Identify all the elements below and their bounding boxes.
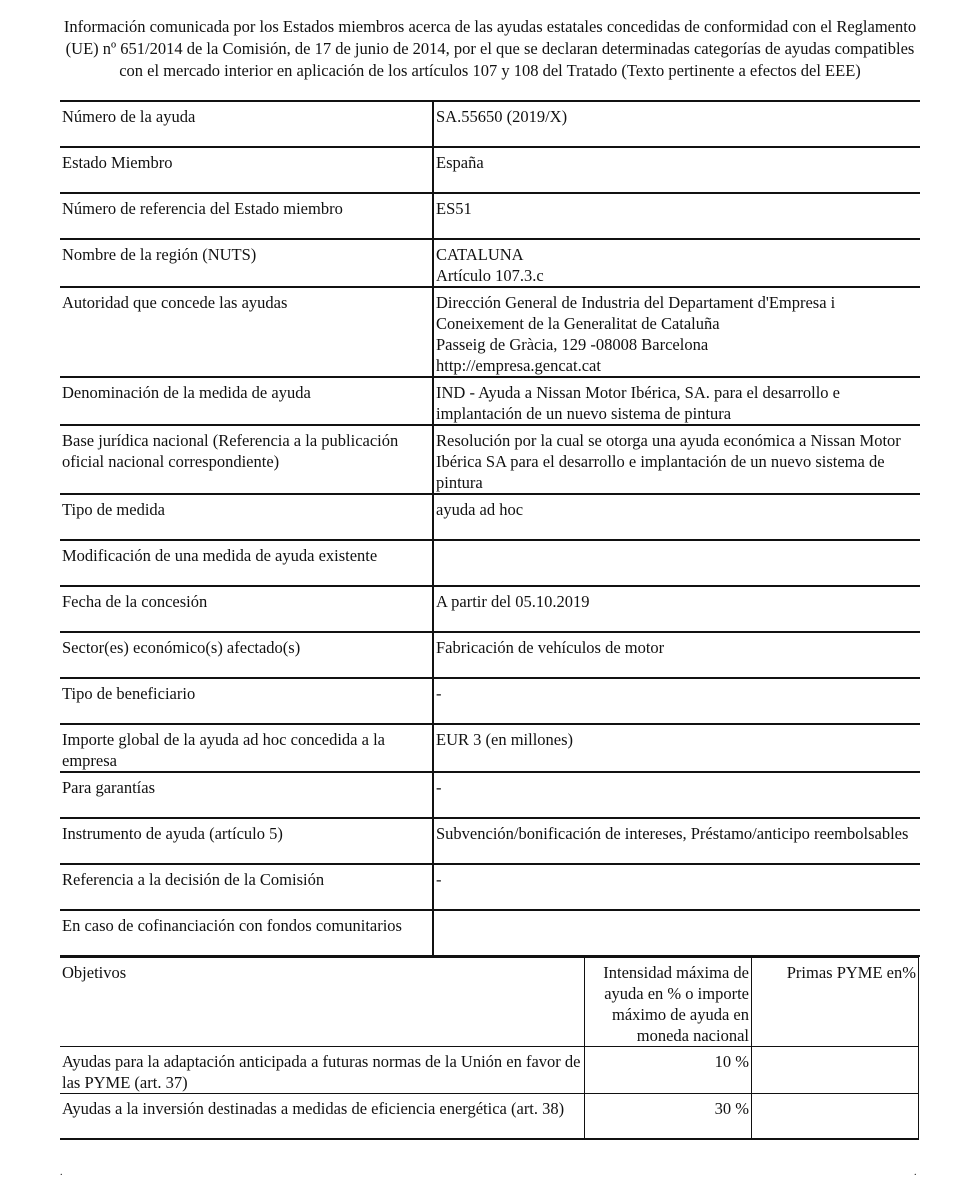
field-row xyxy=(60,494,920,540)
field-value-line: A partir del 05.10.2019 xyxy=(436,592,590,611)
field-value-line: Passeig de Gràcia, 129 -08008 Barcelona xyxy=(436,335,709,354)
field-row xyxy=(60,193,920,239)
field-value-line: - xyxy=(436,684,442,703)
field-label: Denominación de la medida de ayuda xyxy=(60,377,433,425)
field-value-line: España xyxy=(436,153,484,172)
field-value xyxy=(433,101,920,147)
field-value-line: http://empresa.gencat.cat xyxy=(436,356,601,375)
footer-mark-right: . xyxy=(914,1167,917,1178)
field-value xyxy=(433,586,920,632)
field-label: Nombre de la región (NUTS) xyxy=(60,239,433,287)
field-value-line: Subvención/bonificación de intereses, Préstamo/anticipo reembolsables xyxy=(436,824,909,843)
field-label: Sector(es) económico(s) afectado(s) xyxy=(60,632,433,678)
field-value xyxy=(433,678,920,724)
field-value xyxy=(433,239,920,287)
field-row xyxy=(60,910,920,956)
field-row xyxy=(60,425,920,494)
objective-row xyxy=(60,1047,919,1094)
field-row xyxy=(60,864,920,910)
field-row xyxy=(60,147,920,193)
field-value-line: Artículo 107.3.c xyxy=(436,266,544,285)
field-value-line: IND - Ayuda a Nissan Motor Ibérica, SA. para el desarrollo e implantación de un nuevo sistema de pintura xyxy=(436,383,840,423)
field-label: Importe global de la ayuda ad hoc concedida a la empresa xyxy=(60,724,433,772)
field-value xyxy=(433,910,920,956)
field-value-line: - xyxy=(436,870,442,889)
objective-sme-bonus xyxy=(752,1094,919,1140)
field-label: En caso de cofinanciación con fondos comunitarios xyxy=(60,910,433,956)
field-value xyxy=(433,632,920,678)
objective-intensity: 10 % xyxy=(585,1047,752,1094)
field-row xyxy=(60,101,920,147)
intensity-header: Intensidad máxima de ayuda en % o importe máximo de ayuda en moneda nacional xyxy=(585,957,752,1047)
field-value xyxy=(433,494,920,540)
document-title: Información comunicada por los Estados miembros acerca de las ayudas estatales concedidas de conformidad con el Reglamento (UE) nº 651/2014 de la Comisión, de 17 de junio de 2014, por el que se declaran determinadas categorías de ayudas compatibles con el mercado interior en aplicación de los artículos 107 y 108 del Tratado (Texto pertinente a efectos del EEE) xyxy=(63,17,917,80)
field-label: Referencia a la decisión de la Comisión xyxy=(60,864,433,910)
field-label: Fecha de la concesión xyxy=(60,586,433,632)
field-value-line: Dirección General de Industria del Departament d'Empresa i Coneixement de la Generalitat de Cataluña xyxy=(436,293,836,333)
field-value xyxy=(433,864,920,910)
field-value xyxy=(433,425,920,494)
field-value xyxy=(433,377,920,425)
field-row xyxy=(60,540,920,586)
footer-mark-left: . xyxy=(60,1167,63,1178)
field-row xyxy=(60,377,920,425)
field-row xyxy=(60,586,920,632)
objective-text: Ayudas para la adaptación anticipada a futuras normas de la Unión en favor de las PYME (art. 37) xyxy=(60,1047,585,1094)
objective-intensity: 30 % xyxy=(585,1094,752,1140)
field-value-line: Fabricación de vehículos de motor xyxy=(436,638,665,657)
field-row xyxy=(60,724,920,772)
field-row xyxy=(60,818,920,864)
field-row xyxy=(60,287,920,377)
field-label: Tipo de beneficiario xyxy=(60,678,433,724)
field-label: Modificación de una medida de ayuda existente xyxy=(60,540,433,586)
field-value xyxy=(433,193,920,239)
field-value xyxy=(433,540,920,586)
field-row xyxy=(60,239,920,287)
field-value-line: CATALUNA xyxy=(436,245,524,264)
field-value-line: SA.55650 (2019/X) xyxy=(436,107,568,126)
field-row xyxy=(60,632,920,678)
field-row xyxy=(60,772,920,818)
field-row xyxy=(60,678,920,724)
sme-bonus-header: Primas PYME en% xyxy=(752,957,919,1047)
field-value-line: - xyxy=(436,778,442,797)
field-label: Base jurídica nacional (Referencia a la publicación oficial nacional correspondiente) xyxy=(60,425,433,494)
objectives-header: Objetivos xyxy=(60,957,585,1047)
objective-row xyxy=(60,1094,919,1140)
field-value-line: Resolución por la cual se otorga una ayuda económica a Nissan Motor Ibérica SA para el desarrollo e implantación de un nuevo sistema de pintura xyxy=(436,431,901,492)
field-value-line: EUR 3 (en millones) xyxy=(436,730,574,749)
field-label: Estado Miembro xyxy=(60,147,433,193)
field-label: Número de referencia del Estado miembro xyxy=(60,193,433,239)
field-value xyxy=(433,724,920,772)
field-label: Instrumento de ayuda (artículo 5) xyxy=(60,818,433,864)
field-value-line: ES51 xyxy=(436,199,472,218)
objective-text: Ayudas a la inversión destinadas a medidas de eficiencia energética (art. 38) xyxy=(60,1094,585,1140)
field-label: Para garantías xyxy=(60,772,433,818)
field-label: Número de la ayuda xyxy=(60,101,433,147)
field-value-line: ayuda ad hoc xyxy=(436,500,524,519)
objectives-header-row xyxy=(60,957,919,1047)
field-value xyxy=(433,818,920,864)
field-value xyxy=(433,147,920,193)
field-value xyxy=(433,287,920,377)
objective-sme-bonus xyxy=(752,1047,919,1094)
field-value xyxy=(433,772,920,818)
field-label: Tipo de medida xyxy=(60,494,433,540)
objectives-table xyxy=(60,956,919,1140)
field-label: Autoridad que concede las ayudas xyxy=(60,287,433,377)
aid-details-table xyxy=(60,100,920,957)
